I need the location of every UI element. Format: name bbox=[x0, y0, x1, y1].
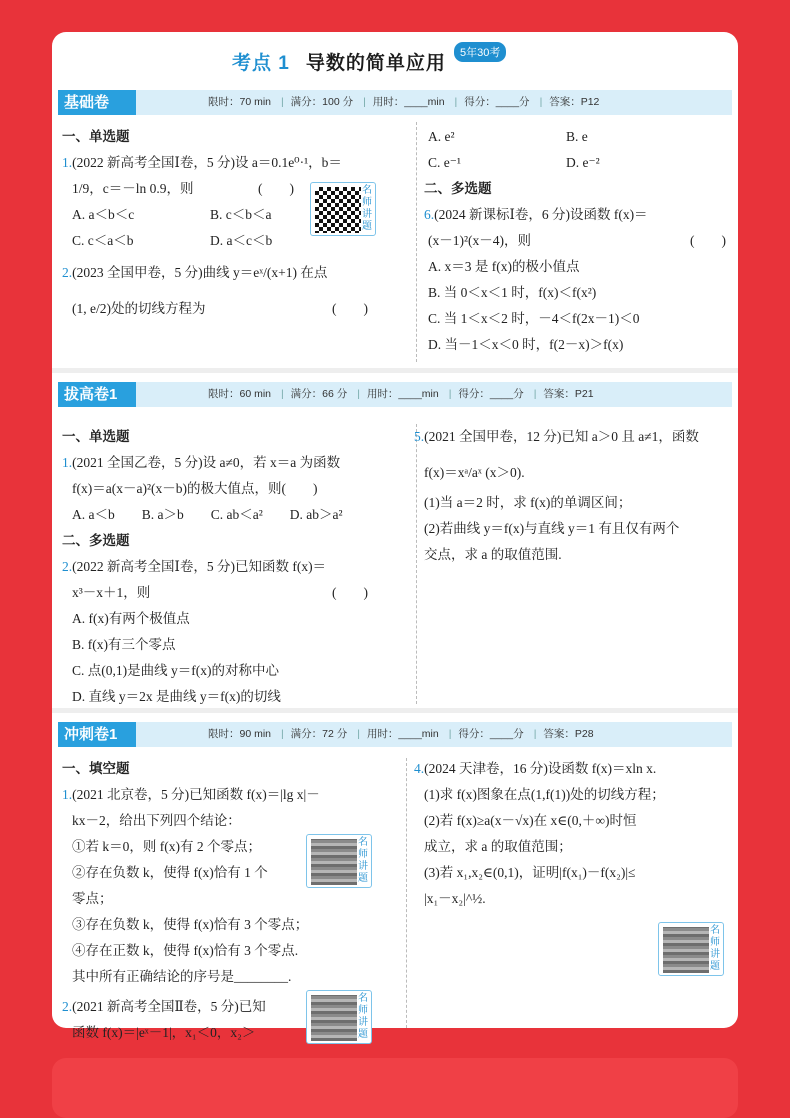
option-d: D. e⁻² bbox=[566, 155, 600, 170]
qr-code[interactable] bbox=[311, 839, 357, 885]
section-heading: 一、单选题 bbox=[62, 429, 130, 444]
question-text: (1, e/2)处的切线方程为 bbox=[72, 301, 206, 316]
section-label: 基础卷 bbox=[58, 90, 136, 115]
question-number: 1. bbox=[62, 455, 73, 470]
section-label: 拔高卷1 bbox=[58, 382, 136, 407]
question-text: (x－1)²(x－4)，则 bbox=[428, 233, 532, 248]
qr-code-box[interactable] bbox=[658, 922, 724, 976]
kaodian-label: 考点 1 bbox=[232, 53, 290, 74]
option-d: D. 当－1＜x＜0 时，f(2－x)＞f(x) bbox=[428, 337, 624, 352]
page-header bbox=[52, 40, 738, 80]
statement-1: ①若 k＝0，则 f(x)有 2 个零点； bbox=[72, 839, 261, 854]
question-number: 6. bbox=[424, 207, 435, 222]
qr-code[interactable] bbox=[311, 995, 357, 1041]
answer-paren: ( ) bbox=[690, 233, 726, 248]
score-got: 得分：____分 bbox=[464, 96, 530, 108]
frequency-badge: 5年30考 bbox=[454, 42, 506, 62]
section-info: 限时：60 min | 满分：66 分 | 用时：____min | 得分：____分 | 答案：P21 bbox=[208, 388, 594, 400]
statement-4: ④存在正数 k，使得 f(x)恰有 3 个零点. bbox=[72, 943, 299, 958]
option-c: C. c＜a＜b bbox=[72, 233, 134, 248]
statement-2-cont: 零点； bbox=[72, 891, 113, 906]
sub-question-1: (1)当 a＝2 时，求 f(x)的单调区间； bbox=[424, 495, 632, 510]
question-number: 2. bbox=[62, 559, 73, 574]
score-got: 得分：____分 bbox=[458, 388, 524, 400]
answer-page: 答案：P28 bbox=[543, 728, 594, 740]
option-d: D. 直线 y＝2x 是曲线 y＝f(x)的切线 bbox=[72, 689, 281, 704]
next-page-card bbox=[52, 1058, 738, 1118]
sub-question-2-cont: 成立，求 a 的取值范围； bbox=[424, 839, 572, 854]
time-limit: 限时：60 min bbox=[208, 388, 272, 400]
option-a: A. f(x)有两个极值点 bbox=[72, 611, 190, 626]
sub-question-3-cont: |x₁－x₂|^½. bbox=[424, 891, 486, 906]
question-number: 1. bbox=[62, 155, 73, 170]
question-text: (2022 新高考全国Ⅰ卷，5 分)已知函数 f(x)＝ bbox=[72, 559, 327, 574]
qr-label: 名师讲题 bbox=[358, 993, 368, 1040]
option-a: A. e² bbox=[428, 129, 455, 144]
s2-right-column bbox=[414, 424, 734, 568]
section-heading: 一、填空题 bbox=[62, 761, 130, 776]
page-title bbox=[232, 48, 446, 75]
option-c: C. e⁻¹ bbox=[428, 155, 461, 170]
qr-code[interactable] bbox=[315, 187, 361, 233]
question-number: 4. bbox=[414, 761, 425, 776]
question-text: (2024 新课标Ⅰ卷，6 分)设函数 f(x)＝ bbox=[434, 207, 648, 222]
option-a: A. a＜b＜c bbox=[72, 207, 135, 222]
answer-page: 答案：P21 bbox=[543, 388, 594, 400]
section-info: 限时：70 min | 满分：100 分 | 用时：____min | 得分：____分 | 答案：P12 bbox=[208, 96, 600, 108]
answer-paren: ( ) bbox=[332, 301, 368, 316]
option-c: C. 点(0,1)是曲线 y＝f(x)的对称中心 bbox=[72, 663, 279, 678]
sub-question-2: (2)若曲线 y＝f(x)与直线 y＝1 有且仅有两个 bbox=[424, 521, 680, 536]
question-number: 2. bbox=[62, 999, 73, 1014]
question-number: 5. bbox=[414, 429, 425, 444]
answer-paren: ( ) bbox=[332, 585, 368, 600]
qr-code-box[interactable] bbox=[306, 990, 372, 1044]
section-bar-advanced bbox=[58, 382, 732, 407]
full-score: 满分：66 分 bbox=[290, 388, 348, 400]
time-used: 用时：____min bbox=[366, 728, 439, 740]
qr-label: 名师讲题 bbox=[362, 185, 372, 232]
option-b: B. 当 0＜x＜1 时，f(x)＜f(x²) bbox=[428, 285, 597, 300]
question-number: 1. bbox=[62, 787, 73, 802]
fill-blank: 其中所有正确结论的序号是________. bbox=[72, 969, 292, 984]
full-score: 满分：72 分 bbox=[290, 728, 348, 740]
qr-code-box[interactable] bbox=[310, 182, 376, 236]
column-divider bbox=[406, 758, 407, 1028]
s2-left-column bbox=[62, 424, 402, 710]
question-text: 函数 f(x)＝|eˣ－1|，x₁＜0，x₂＞ bbox=[72, 1025, 256, 1040]
s3-right-column bbox=[414, 756, 734, 912]
question-text: (2021 新高考全国Ⅱ卷，5 分)已知 bbox=[72, 999, 266, 1014]
answer-page: 答案：P12 bbox=[549, 96, 600, 108]
option-b: B. c＜b＜a bbox=[210, 207, 272, 222]
question-text: 1/9，c＝－ln 0.9，则 bbox=[72, 181, 194, 196]
time-used: 用时：____min bbox=[366, 388, 439, 400]
option-b: B. e bbox=[566, 129, 588, 144]
statement-2: ②存在负数 k，使得 f(x)恰有 1 个 bbox=[72, 865, 268, 880]
question-text: (2024 天津卷，16 分)设函数 f(x)＝xln x. bbox=[424, 761, 657, 776]
question-text: f(x)＝a(x－a)²(x－b)的极大值点，则( ) bbox=[72, 481, 318, 496]
qr-label: 名师讲题 bbox=[358, 837, 368, 884]
question-text: (2021 全国甲卷，12 分)已知 a＞0 且 a≠1，函数 bbox=[424, 429, 699, 444]
section-bar-sprint bbox=[58, 722, 732, 747]
qr-code[interactable] bbox=[663, 927, 709, 973]
option-a: A. x＝3 是 f(x)的极小值点 bbox=[428, 259, 580, 274]
option-b: B. f(x)有三个零点 bbox=[72, 637, 176, 652]
question-text: x³－x＋1，则 bbox=[72, 585, 151, 600]
sub-question-1: (1)求 f(x)图象在点(1,f(1))处的切线方程； bbox=[424, 787, 665, 802]
column-divider bbox=[416, 122, 417, 362]
section-heading: 一、单选题 bbox=[62, 129, 130, 144]
statement-3: ③存在负数 k，使得 f(x)恰有 3 个零点； bbox=[72, 917, 309, 932]
section-divider bbox=[52, 368, 738, 373]
topic-title: 导数的简单应用 bbox=[305, 53, 446, 74]
options-row: A. a＜b B. a＞b C. ab＜a² D. ab＞a² bbox=[72, 507, 343, 522]
sub-question-2: (2)若 f(x)≥a(x－√x)在 x∈(0,＋∞)时恒 bbox=[424, 813, 637, 828]
function-definition: f(x)＝xᵃ/aˣ (x＞0). bbox=[424, 465, 525, 480]
question-text: (2023 全国甲卷，5 分)曲线 y＝eˣ/(x+1) 在点 bbox=[72, 265, 328, 280]
question-text: (2021 北京卷，5 分)已知函数 f(x)＝|lg x|－ bbox=[72, 787, 320, 802]
sub-question-2-cont: 交点，求 a 的取值范围. bbox=[424, 547, 562, 562]
sub-question-3: (3)若 x₁,x₂∈(0,1)，证明|f(x₁)－f(x₂)|≤ bbox=[424, 865, 636, 880]
question-text: kx－2，给出下列四个结论： bbox=[72, 813, 241, 828]
question-number: 2. bbox=[62, 265, 73, 280]
question-text: (2021 全国乙卷，5 分)设 a≠0，若 x＝a 为函数 bbox=[72, 455, 341, 470]
question-text: (2022 新高考全国Ⅰ卷，5 分)设 a＝0.1e⁰·¹，b＝ bbox=[72, 155, 342, 170]
section-heading: 二、多选题 bbox=[62, 533, 130, 548]
s1-right-column bbox=[424, 124, 734, 358]
time-limit: 限时：70 min bbox=[208, 96, 272, 108]
page-card bbox=[52, 32, 738, 1040]
full-score: 满分：100 分 bbox=[290, 96, 354, 108]
section-bar-basic bbox=[58, 90, 732, 115]
section-label: 冲刺卷1 bbox=[58, 722, 136, 747]
qr-code-box[interactable] bbox=[306, 834, 372, 888]
answer-paren: ( ) bbox=[258, 181, 294, 196]
section-heading: 二、多选题 bbox=[424, 181, 492, 196]
section-info: 限时：90 min | 满分：72 分 | 用时：____min | 得分：____分 | 答案：P28 bbox=[208, 728, 594, 740]
option-c: C. 当 1＜x＜2 时，－4＜f(2x－1)＜0 bbox=[428, 311, 640, 326]
score-got: 得分：____分 bbox=[458, 728, 524, 740]
time-used: 用时：____min bbox=[372, 96, 445, 108]
qr-label: 名师讲题 bbox=[710, 925, 720, 972]
option-d: D. a＜c＜b bbox=[210, 233, 273, 248]
time-limit: 限时：90 min bbox=[208, 728, 272, 740]
section-divider bbox=[52, 708, 738, 713]
